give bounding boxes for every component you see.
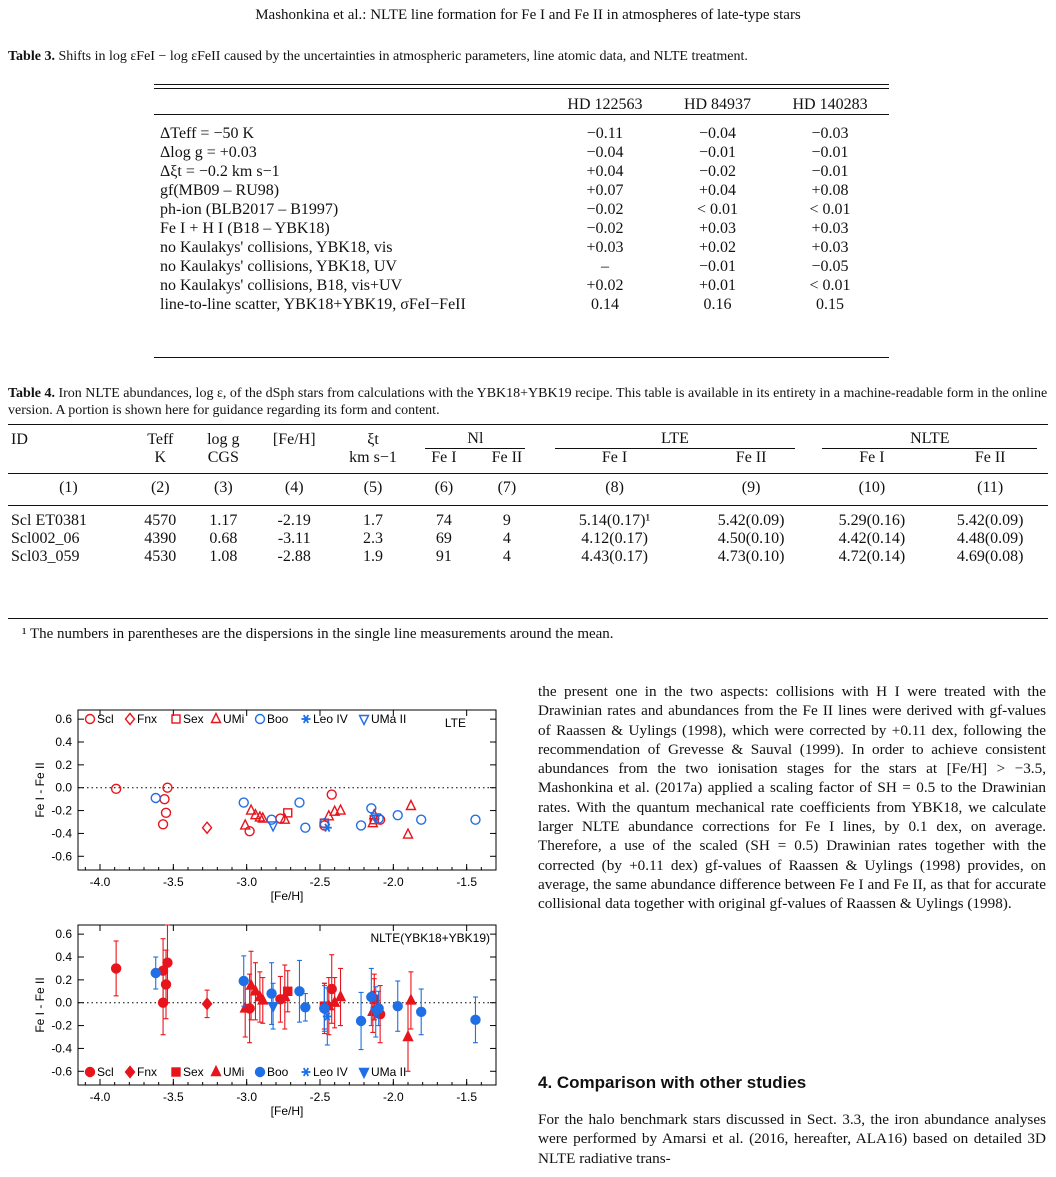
table4-rule-top bbox=[8, 424, 1048, 425]
table3-cell: < 0.01 bbox=[809, 277, 851, 294]
table4-cell: 4.73(0.10) bbox=[717, 548, 785, 565]
table3-cell: +0.02 bbox=[698, 239, 736, 256]
data-point bbox=[203, 822, 212, 833]
table4-col-number: (9) bbox=[741, 479, 761, 496]
table3-cell: – bbox=[600, 258, 609, 275]
legend-marker-fnx bbox=[126, 714, 135, 725]
legend-label: Fnx bbox=[137, 712, 158, 726]
table3-cell: +0.03 bbox=[586, 239, 624, 256]
y-tick-label: -0.6 bbox=[51, 1064, 72, 1079]
data-point bbox=[160, 795, 169, 804]
legend-marker-scl bbox=[86, 1068, 95, 1077]
table4-col-number: (11) bbox=[977, 479, 1004, 496]
legend-label: Leo IV bbox=[313, 1065, 348, 1079]
table3-row bbox=[154, 200, 889, 219]
table4-cell: 4.42(0.14) bbox=[838, 530, 906, 547]
series-boo bbox=[151, 794, 480, 833]
table3-cell: −0.02 bbox=[586, 220, 624, 237]
table3-row bbox=[154, 219, 889, 238]
t4-head-fe2: Fe II bbox=[735, 449, 767, 466]
data-point bbox=[112, 784, 121, 793]
table4-cell: 1.08 bbox=[209, 548, 238, 565]
data-point bbox=[417, 1007, 426, 1016]
table4-cell: 4.72(0.14) bbox=[838, 548, 906, 565]
body-paragraph-1: the present one in the two aspects: collisions with H I were treated with the Drawinian rates and abundances from the Fe II lines were derived with gf-values of Raassen & Uylings (1998), which were corrected by +0.11 dex, following the recommendation of Grevesse & Sauval (1999). In order to achieve consistent abundances from the two ionisation stages for the stars at [Fe/H] > −3.5, Mashonkina et al. (2017a) applied a scaling factor of SH = 0.5 to the Drawinian rates. With the quantum mechanical rate coefficients from YBK18, we calculate larger NLTE abundance corrections for Fe I lines, by 0.1 dex, on average. Therefore, a use of the scaled (SH = 0.5) Drawinian rates together with the corrected (by +0.11 dex) gf-values of Raassen & Uylings (1998) provides, on average, the same abundance difference between Fe I and Fe II, as that for accurate collisional data together with original gf-values of Raassen & Uylings (1998). bbox=[538, 683, 1046, 913]
table3-cell: +0.02 bbox=[586, 277, 624, 294]
table4-cell: 5.14(0.17)¹ bbox=[578, 512, 651, 529]
table3-cell: 0.14 bbox=[590, 296, 619, 313]
running-head: Mashonkina et al.: NLTE line formation for Fe I and Fe II in atmospheres of late-type stars bbox=[255, 7, 801, 23]
table3-row bbox=[154, 257, 889, 276]
panel-label: LTE bbox=[444, 716, 466, 730]
table3-col-header: HD 122563 bbox=[567, 96, 643, 113]
table3-cell: +0.03 bbox=[698, 220, 736, 237]
table3-cell: +0.08 bbox=[811, 182, 849, 199]
table3-cell: −0.11 bbox=[586, 125, 624, 142]
t4-head-nl bbox=[412, 430, 538, 449]
table3-cell: 0.15 bbox=[816, 296, 845, 313]
table4-cell: 74 bbox=[435, 512, 452, 529]
x-tick-label: -1.5 bbox=[456, 1090, 478, 1104]
data-point bbox=[112, 964, 121, 973]
table3-cell: < 0.01 bbox=[696, 201, 738, 218]
table3-row bbox=[154, 143, 889, 162]
table4-cell: 1.7 bbox=[363, 512, 383, 529]
table4-cell: 1.9 bbox=[363, 548, 383, 565]
table3-cell: +0.04 bbox=[698, 182, 736, 199]
chart-panel-nlte bbox=[33, 925, 496, 1118]
legend-marker-umi bbox=[212, 714, 221, 723]
data-point bbox=[336, 805, 345, 814]
data-point bbox=[357, 821, 366, 830]
legend-marker-uma-ii bbox=[360, 1069, 369, 1078]
data-point bbox=[203, 998, 212, 1009]
table4 bbox=[8, 430, 1048, 566]
t4-head-teff: Teff bbox=[147, 430, 174, 448]
table4-col-number: (6) bbox=[434, 479, 454, 496]
y-tick-label: 0.2 bbox=[55, 757, 72, 772]
y-tick-label: 0.4 bbox=[55, 950, 72, 964]
table4-cell: 4 bbox=[502, 548, 511, 565]
table4-cell: 5.42(0.09) bbox=[717, 512, 785, 529]
data-point bbox=[301, 1003, 310, 1012]
legend-marker-leo-iv bbox=[302, 1068, 311, 1076]
plot-frame bbox=[78, 710, 496, 870]
table3-row-label: Δξt = −0.2 km s−1 bbox=[160, 163, 280, 180]
legend-marker-umi bbox=[212, 1067, 221, 1076]
table3-cell: +0.01 bbox=[698, 277, 736, 294]
y-tick-label: 0.2 bbox=[55, 972, 72, 987]
table3-row bbox=[154, 124, 889, 143]
table3-row-label: Fe I + H I (B18 – YBK18) bbox=[160, 220, 330, 237]
table3-cell: −0.02 bbox=[586, 201, 624, 218]
data-point bbox=[406, 801, 415, 810]
table4-cell: 4.48(0.09) bbox=[956, 530, 1024, 547]
legend-marker-scl bbox=[86, 715, 95, 724]
table3-row bbox=[154, 162, 889, 181]
table3-caption-label: Table 3. bbox=[8, 49, 55, 64]
y-tick-label: 0.6 bbox=[55, 927, 72, 942]
y-tick-label: 0.4 bbox=[55, 735, 72, 749]
t4-head-id: ID bbox=[11, 430, 28, 448]
legend-marker-fnx bbox=[126, 1067, 135, 1078]
legend-label: Fnx bbox=[137, 1065, 158, 1079]
legend-marker-uma-ii bbox=[360, 716, 369, 725]
table3-cell: −0.01 bbox=[698, 144, 736, 161]
chart-panel-lte bbox=[33, 710, 496, 903]
t4-head-nlte bbox=[812, 430, 1048, 449]
table3-cell: −0.01 bbox=[811, 163, 849, 180]
table4-star-id: Scl03_059 bbox=[11, 548, 80, 565]
figure-abundance-difference bbox=[10, 690, 530, 1118]
table4-col-number: (10) bbox=[858, 479, 886, 496]
plot-frame bbox=[78, 925, 496, 1085]
legend-marker-boo bbox=[256, 1068, 265, 1077]
table4-cell: 69 bbox=[435, 530, 452, 547]
table4-cell: 4 bbox=[502, 530, 511, 547]
table4-cell: -3.11 bbox=[277, 530, 311, 547]
data-point bbox=[406, 995, 415, 1004]
table4-cell: 5.42(0.09) bbox=[956, 512, 1024, 529]
series-sex bbox=[284, 809, 379, 827]
table3-cell: +0.04 bbox=[586, 163, 624, 180]
table4-caption bbox=[8, 385, 1048, 419]
x-tick-label: -2.0 bbox=[382, 1090, 404, 1104]
data-point bbox=[295, 987, 304, 996]
table4-caption-text: Iron NLTE abundances, log ε, of the dSph stars from calculations with the YBK18+YBK19 recipe. This table is available in its entirety in a machine-readable form in the online version. A portion is shown here for guidance regarding its form and content. bbox=[8, 386, 1048, 418]
table3-cell: 0.16 bbox=[703, 296, 732, 313]
data-point bbox=[404, 1032, 413, 1041]
data-point bbox=[367, 804, 376, 813]
t4-head-fe2: Fe II bbox=[974, 449, 1006, 466]
t4-head-nlte-text: NLTE bbox=[822, 430, 1037, 449]
t4-head-teff-unit: K bbox=[154, 449, 167, 466]
data-point bbox=[159, 820, 168, 829]
table3-cell: +0.03 bbox=[811, 220, 849, 237]
table3-row bbox=[154, 181, 889, 200]
t4-head-lte bbox=[538, 430, 811, 449]
data-point bbox=[151, 969, 160, 978]
x-tick-label: -2.5 bbox=[309, 1090, 331, 1104]
t4-head-xi: ξt bbox=[367, 430, 379, 448]
legend-label: UMi bbox=[223, 1065, 245, 1079]
data-point bbox=[357, 1017, 366, 1026]
x-tick-label: -3.5 bbox=[162, 1090, 184, 1104]
t4-head-fe1: Fe I bbox=[601, 449, 628, 466]
table3-rule-top2 bbox=[154, 88, 889, 89]
table4-caption-label: Table 4. bbox=[8, 386, 55, 401]
table4-row bbox=[8, 512, 1048, 530]
data-point bbox=[162, 808, 171, 817]
table3-row-label: ph-ion (BLB2017 – B1997) bbox=[160, 201, 339, 218]
legend-label: Boo bbox=[267, 712, 289, 726]
table4-column-numbers bbox=[8, 479, 1048, 497]
table3-row-label: ΔTeff = −50 K bbox=[160, 125, 255, 142]
table4-cell: 2.3 bbox=[363, 530, 383, 547]
table4-header-row2 bbox=[8, 449, 1048, 467]
series-fnx bbox=[203, 822, 212, 833]
legend-label: UMa II bbox=[371, 712, 407, 726]
x-tick-label: -1.5 bbox=[456, 875, 478, 889]
table4-col-number: (1) bbox=[59, 479, 78, 496]
data-point bbox=[471, 1015, 480, 1024]
table3-cell: −0.04 bbox=[698, 125, 736, 142]
legend-marker-sex bbox=[172, 1068, 180, 1076]
x-tick-label: -2.0 bbox=[382, 875, 404, 889]
table3-cell: +0.03 bbox=[811, 239, 849, 256]
y-tick-label: -0.6 bbox=[51, 849, 72, 864]
x-tick-label: -4.0 bbox=[89, 1090, 111, 1104]
table4-col-number: (4) bbox=[284, 479, 304, 496]
table3-rule-bottom bbox=[154, 357, 889, 358]
data-point bbox=[471, 815, 480, 824]
legend-label: UMa II bbox=[371, 1065, 407, 1079]
table3-row-label: no Kaulakys' collisions, YBK18, vis bbox=[160, 239, 393, 256]
legend-label: Scl bbox=[97, 1065, 114, 1079]
legend-label: Sex bbox=[183, 712, 204, 726]
table4-col-number: (3) bbox=[213, 479, 233, 496]
data-point bbox=[417, 815, 426, 824]
t4-head-feh: [Fe/H] bbox=[272, 430, 316, 448]
table4-cell: 4570 bbox=[144, 512, 177, 529]
table4-rule-bottom bbox=[8, 618, 1048, 619]
section-heading: 4. Comparison with other studies bbox=[538, 1073, 807, 1092]
table4-col-number: (7) bbox=[497, 479, 517, 496]
table3-cell: −0.05 bbox=[811, 258, 849, 275]
y-axis-label: Fe I - Fe II bbox=[33, 977, 47, 1033]
table3-row-label: no Kaulakys' collisions, B18, vis+UV bbox=[160, 277, 403, 294]
table4-cell: -2.19 bbox=[277, 512, 311, 529]
t4-head-fe1: Fe I bbox=[431, 449, 457, 466]
table3-cell: −0.01 bbox=[698, 258, 736, 275]
data-point bbox=[393, 811, 402, 820]
table3-cell: −0.01 bbox=[811, 144, 849, 161]
series-scl bbox=[112, 925, 385, 1043]
table4-cell: 4.43(0.17) bbox=[581, 548, 648, 565]
legend-label: Boo bbox=[267, 1065, 289, 1079]
table3-header-row bbox=[154, 95, 889, 115]
y-tick-label: -0.2 bbox=[51, 803, 72, 818]
legend-label: Sex bbox=[183, 1065, 204, 1079]
y-tick-label: 0.0 bbox=[55, 780, 72, 795]
t4-head-nl-text: Nl bbox=[425, 430, 525, 449]
table3 bbox=[154, 95, 889, 314]
table4-cell: 9 bbox=[502, 512, 511, 529]
data-point bbox=[295, 798, 304, 807]
data-point bbox=[162, 980, 171, 989]
x-tick-label: -3.0 bbox=[236, 1090, 258, 1104]
table4-star-id: Scl002_06 bbox=[11, 530, 80, 547]
data-point bbox=[239, 798, 248, 807]
table3-row-label: Δlog g = +0.03 bbox=[160, 144, 257, 161]
table4-row bbox=[8, 530, 1048, 548]
table3-row bbox=[154, 276, 889, 295]
data-point bbox=[393, 1002, 402, 1011]
table3-cell: −0.03 bbox=[811, 125, 849, 142]
data-point bbox=[239, 977, 248, 986]
x-axis-label: [Fe/H] bbox=[270, 889, 304, 903]
table3-caption bbox=[8, 48, 1048, 65]
table4-cell: 91 bbox=[435, 548, 452, 565]
y-tick-label: 0.0 bbox=[55, 995, 72, 1010]
data-point bbox=[269, 1003, 278, 1012]
table4-cell: 4530 bbox=[144, 548, 177, 565]
t4-head-logg-unit: CGS bbox=[207, 449, 239, 466]
table4-cell: 1.17 bbox=[209, 512, 238, 529]
table3-cell: +0.07 bbox=[586, 182, 624, 199]
legend-label: Leo IV bbox=[313, 712, 348, 726]
data-point bbox=[336, 992, 345, 1001]
table3-row-label: gf(MB09 – RU98) bbox=[160, 182, 280, 199]
y-tick-label: -0.2 bbox=[51, 1018, 72, 1033]
table4-header-row1 bbox=[8, 430, 1048, 449]
table4-cell: 4.69(0.08) bbox=[956, 548, 1024, 565]
table3-cell: −0.02 bbox=[698, 163, 736, 180]
x-tick-label: -2.5 bbox=[309, 875, 331, 889]
table3-row-label: line-to-line scatter, YBK18+YBK19, σFeI−FeII bbox=[160, 296, 466, 313]
data-point bbox=[267, 989, 276, 998]
legend-label: Scl bbox=[97, 712, 114, 726]
table4-col-number: (2) bbox=[150, 479, 170, 496]
table4-cell: 4.12(0.17) bbox=[581, 530, 648, 547]
table4-col-number: (5) bbox=[363, 479, 383, 496]
y-axis-label: Fe I - Fe II bbox=[33, 762, 47, 818]
table3-row-label: no Kaulakys' collisions, YBK18, UV bbox=[160, 258, 397, 275]
t4-head-lte-text: LTE bbox=[555, 430, 795, 449]
table3-cell: < 0.01 bbox=[809, 201, 851, 218]
y-tick-label: -0.4 bbox=[51, 826, 72, 841]
table3-row bbox=[154, 295, 889, 314]
data-point bbox=[327, 790, 336, 799]
x-axis-label: [Fe/H] bbox=[270, 1104, 304, 1118]
body-paragraph-2: For the halo benchmark stars discussed in Sect. 3.3, the iron abundance analyses were performed by Amarsi et al. (2016, hereafter, ALA16) based on detailed 3D NLTE radiative trans- bbox=[538, 1111, 1046, 1167]
t4-head-logg: log g bbox=[207, 430, 240, 448]
table3-col-header: HD 84937 bbox=[683, 96, 752, 113]
table4-star-id: Scl ET0381 bbox=[11, 512, 87, 529]
table4-cell: -2.88 bbox=[277, 548, 311, 565]
legend-marker-sex bbox=[172, 715, 180, 723]
y-tick-label: 0.6 bbox=[55, 712, 72, 727]
data-point bbox=[404, 829, 413, 838]
y-tick-label: -0.4 bbox=[51, 1041, 72, 1056]
legend-marker-leo-iv bbox=[302, 715, 311, 723]
legend-label: UMi bbox=[223, 712, 245, 726]
t4-head-xi-unit: km s−1 bbox=[349, 449, 397, 466]
series-fnx bbox=[203, 990, 212, 1017]
t4-head-fe1: Fe I bbox=[859, 449, 885, 466]
table4-row bbox=[8, 548, 1048, 566]
x-tick-label: -3.5 bbox=[162, 875, 184, 889]
data-point bbox=[301, 823, 310, 832]
data-point bbox=[241, 820, 250, 829]
data-point bbox=[163, 958, 172, 967]
x-tick-label: -4.0 bbox=[89, 875, 111, 889]
data-point bbox=[367, 993, 376, 1002]
table3-cell: −0.04 bbox=[586, 144, 624, 161]
table3-col-header: HD 140283 bbox=[792, 96, 868, 113]
table4-footnote: ¹ The numbers in parentheses are the dispersions in the single line measurements around the mean. bbox=[22, 626, 614, 642]
table4-cell: 0.68 bbox=[209, 530, 238, 547]
panel-label: NLTE(YBK18+YBK19) bbox=[370, 931, 490, 945]
t4-head-fe2: Fe II bbox=[491, 449, 523, 466]
table3-row bbox=[154, 238, 889, 257]
legend-marker-boo bbox=[256, 715, 265, 724]
data-point bbox=[151, 794, 160, 803]
table3-rule-top bbox=[154, 84, 889, 85]
x-tick-label: -3.0 bbox=[236, 875, 258, 889]
table3-caption-text: Shifts in log εFeI − log εFeII caused by the uncertainties in atmospheric parameters, line atomic data, and NLTE treatment. bbox=[58, 49, 748, 64]
table4-cell: 5.29(0.16) bbox=[838, 512, 906, 529]
table4-cell: 4390 bbox=[144, 530, 177, 547]
table4-cell: 4.50(0.10) bbox=[717, 530, 785, 547]
table4-col-number: (8) bbox=[605, 479, 624, 496]
